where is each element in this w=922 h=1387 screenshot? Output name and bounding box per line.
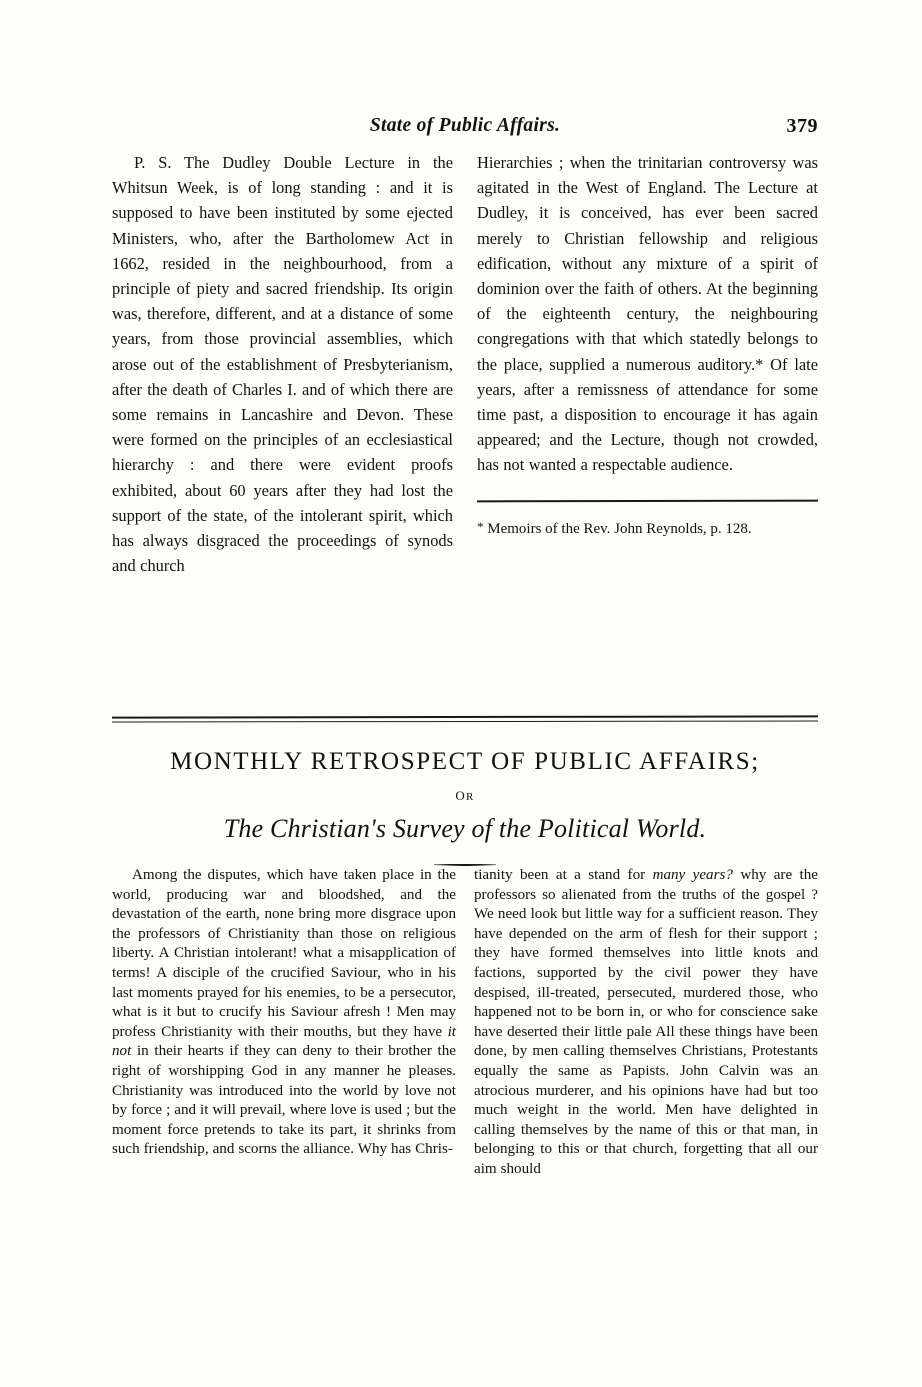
lower-left-text-part2: in their hearts if they can deny to their brother the right of worshipping God in any manner he pleases. Christianity was introduced into the world by love not by force ; and it will prevail, where love is used ; but the moment force pretends to take its part, it shrinks from such friendship, and scorns the alliance. Why has Chris- bbox=[112, 1043, 456, 1158]
lower-right-text-part1: tianity been at a stand for bbox=[474, 867, 653, 883]
lower-left-paragraph bbox=[112, 866, 456, 1160]
running-head-title: State of Public Affairs. bbox=[369, 115, 561, 136]
upper-right-column bbox=[477, 150, 818, 578]
or-letter-r: R bbox=[466, 791, 475, 803]
or-letter-o: O bbox=[455, 788, 467, 803]
lower-left-text-part1: Among the disputes, which have taken place in the world, producing war and bloodshed, and the devastation of the earth, none bring more disgrace upon the professors of Christianity than those on religious liberty. A Christian intolerant! what a misapplication of terms! A disciple of the crucified Saviour, who in his last moments prayed for his enemies, to be a persecutor, what is it but to crucify his Saviour afresh ! Men may profess Christianity with their mouths, but they have bbox=[112, 867, 456, 1040]
footnote-rule bbox=[477, 499, 818, 502]
lower-right-text-italic: many years? bbox=[652, 867, 733, 883]
footnote-text: Memoirs of the Rev. John Reynolds, p. 128. bbox=[487, 520, 752, 537]
upper-left-text: P. S. The Dudley Double Lecture in the Whitsun Week, is of long standing : and it is supposed to have been instituted by some ejected Ministers, who, after the Bartholomew Act in 1662, resided in the neighbourhood, from a principle of piety and sacred friendship. Its origin was, therefore, different, and at a distance of some years, from those provincial assemblies, which arose out of the establishment of Presbyterianism, after the death of Charles I. and of which there are some remains in Lancashire and Devon. These were formed on the principles of an ecclesiastical hierarchy : and there were evident proofs exhibited, about 60 years after they had lost the support of the state, of the intolerant spirit, which has always disgraced the proceedings of synods and church bbox=[112, 153, 453, 576]
footnote bbox=[477, 516, 818, 540]
section-divider-rule bbox=[112, 716, 818, 723]
section-title: MONTHLY RETROSPECT OF PUBLIC AFFAIRS; bbox=[170, 748, 760, 775]
lower-left-column bbox=[112, 866, 456, 1180]
lower-left-text-italic: it not bbox=[112, 1023, 456, 1060]
section-heading bbox=[112, 748, 818, 867]
lower-article bbox=[112, 866, 818, 1180]
section-subtitle: The Christian's Survey of the Political World. bbox=[223, 814, 707, 843]
upper-left-column bbox=[112, 150, 453, 578]
page-number: 379 bbox=[786, 115, 818, 137]
upper-article bbox=[112, 150, 818, 578]
footnote-marker: * bbox=[477, 518, 484, 534]
divider-line-top bbox=[112, 715, 818, 719]
upper-right-paragraph: Hierarchies ; when the trinitarian controversy was agitated in the West of England. The Lecture at Dudley, it is conceived, has ever been sacred merely to Christian fellowship and religious edification, without any mixture of a spirit of dominion over the faith of others. At the beginning of the eighteenth century, the neighbouring congregations with that which statedly belongs to the place, supplied a numerous auditory.* Of late years, after a remissness of attendance for some time past, a disposition to encourage it has again appeared; and the Lecture, though not crowded, has not wanted a respectable audience. bbox=[477, 153, 818, 475]
lower-right-text-part2: why are the professors so alienated from the truths of the gospel ? We need look but little way for a sufficient reason. They have depended on the arm of flesh for their support ; they have formed themselves into little knots and factions, supported by the civil power they have despised, ill-treated, persecuted, murdered those, who happened not to be born in, or who for conscience sake have deserted their little pale All these things have been done, by men calling themselves Christians, Protestants equally the same as Papists. John Calvin was an atrocious murderer, and his opinions have had but too much weight in the world. Men have delighted in calling themselves by the name of this or that man, in belonging to this or that church, forgetting that all our aim should bbox=[474, 867, 818, 1177]
upper-left-paragraph bbox=[112, 150, 453, 578]
section-or-label bbox=[112, 788, 818, 804]
divider-line-bottom bbox=[112, 721, 818, 723]
lower-right-column bbox=[474, 866, 818, 1180]
lower-right-paragraph bbox=[474, 866, 818, 1180]
running-head bbox=[112, 115, 818, 141]
